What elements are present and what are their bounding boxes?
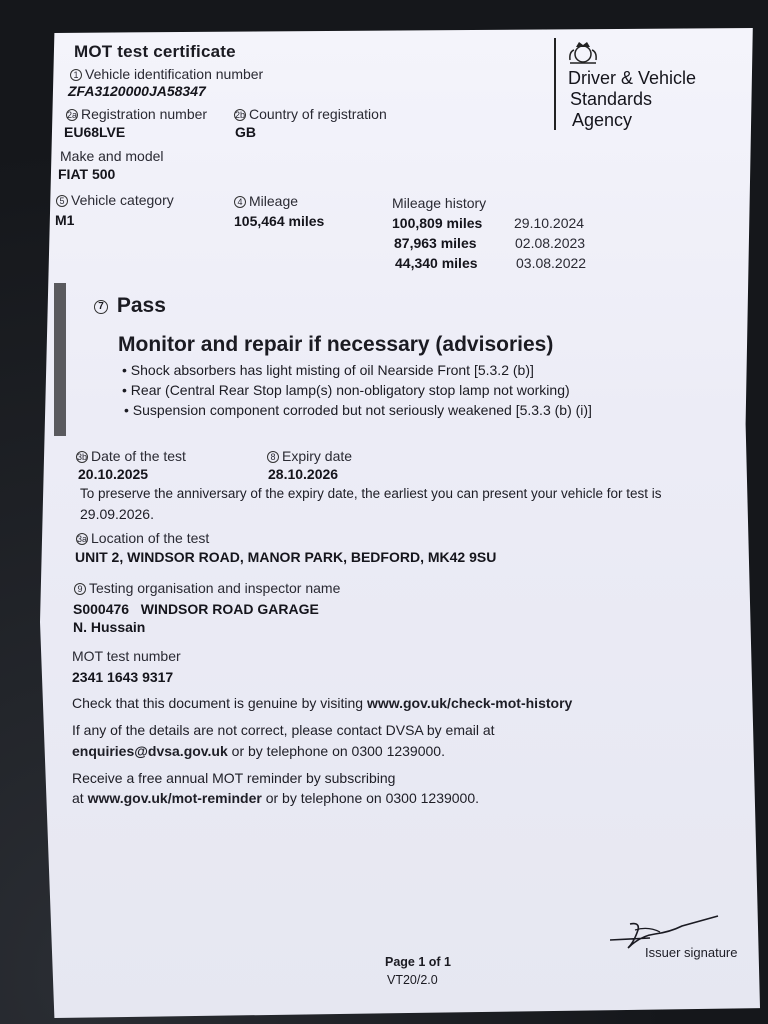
issuer-signature-label: Issuer signature — [645, 945, 738, 960]
field-number: 3a — [77, 534, 88, 544]
test-number-label: MOT test number — [72, 648, 181, 664]
dvsa-email-link[interactable]: enquiries@dvsa.gov.uk — [72, 743, 228, 759]
check-genuine-text: Check that this document is genuine by visiting www.gov.uk/check-mot-history — [72, 695, 573, 711]
field-number: 9 — [74, 583, 86, 595]
test-date-value: 20.10.2025 — [78, 466, 149, 482]
mileage-label: 4 Mileage — [234, 193, 298, 209]
reminder-text: Receive a free annual MOT reminder by subscribing — [72, 770, 396, 786]
test-date-label: 3b Date of the test — [77, 448, 186, 464]
preserve-date: 29.09.2026. — [80, 506, 154, 522]
organisation-value: S000476 WINDSOR ROAD GARAGE — [73, 601, 319, 617]
country-label: 2b Country of registration — [235, 106, 387, 122]
field-number: 5 — [56, 195, 68, 207]
history-date: 29.10.2024 — [514, 215, 585, 231]
category-label: 5 Vehicle category — [56, 192, 174, 208]
form-code: VT20/2.0 — [387, 973, 438, 987]
preserve-note: To preserve the anniversary of the expiry date, the earliest you can present your vehicle for test is — [80, 486, 662, 501]
organisation-label: 9 Testing organisation and inspector name — [74, 580, 340, 596]
make-value: FIAT 500 — [58, 166, 116, 182]
advisories-heading: Monitor and repair if necessary (advisories) — [118, 333, 554, 356]
vin-label: 1 Vehicle identification number — [70, 66, 263, 82]
reminder-text-2: at www.gov.uk/mot-reminder or by telephone on 0300 1239000. — [72, 790, 480, 806]
country-value: GB — [235, 124, 256, 140]
history-miles: 100,809 miles — [392, 215, 483, 231]
expiry-date-value: 28.10.2026 — [268, 466, 339, 482]
field-number: 8 — [267, 451, 279, 463]
certificate-title: MOT test certificate — [74, 42, 236, 61]
location-value: UNIT 2, WINDSOR ROAD, MANOR PARK, BEDFORD, MK42 9SU — [75, 549, 497, 565]
registration-value: EU68LVE — [64, 124, 126, 140]
field-number: 1 — [70, 69, 82, 81]
location-label: 3a Location of the test — [77, 530, 210, 546]
mileage-history-label: Mileage history — [392, 195, 487, 211]
field-number: 2b — [235, 110, 246, 120]
history-date: 02.08.2023 — [515, 235, 586, 251]
category-value: M1 — [55, 212, 75, 228]
mileage-value: 105,464 miles — [234, 213, 325, 229]
agency-line-3: Agency — [572, 110, 633, 130]
advisory-item: • Rear (Central Rear Stop lamp(s) non-obligatory stop lamp not working) — [122, 382, 570, 398]
history-date: 03.08.2022 — [516, 255, 587, 271]
history-miles: 44,340 miles — [395, 255, 478, 271]
result-status: 7 Pass — [94, 294, 166, 318]
check-mot-history-link[interactable]: www.gov.uk/check-mot-history — [366, 695, 573, 711]
agency-line-2: Standards — [570, 89, 653, 109]
certificate-paper — [40, 28, 760, 1018]
registration-label: 2a Registration number — [67, 106, 208, 122]
field-number: 4 — [234, 196, 246, 208]
royal-crest-icon — [566, 40, 600, 66]
advisory-item: • Suspension component corroded but not seriously weakened [5.3.3 (b) (i)] — [124, 402, 592, 418]
field-number: 2a — [67, 110, 78, 120]
field-number: 7 — [94, 300, 108, 314]
agency-divider — [554, 38, 556, 130]
expiry-date-label: 8 Expiry date — [267, 448, 352, 464]
contact-text-2: enquiries@dvsa.gov.uk or by telephone on 0300 1239000. — [72, 743, 445, 759]
field-number: 3b — [77, 452, 88, 462]
result-bar — [54, 283, 66, 436]
vin-value: ZFA3120000JA58347 — [68, 83, 206, 99]
test-number-value: 2341 1643 9317 — [72, 669, 174, 685]
page-number: Page 1 of 1 — [385, 955, 451, 969]
history-miles: 87,963 miles — [394, 235, 477, 251]
mot-reminder-link[interactable]: www.gov.uk/mot-reminder — [87, 790, 262, 806]
agency-line-1: Driver & Vehicle — [568, 68, 697, 88]
advisory-item: • Shock absorbers has light misting of oil Nearside Front [5.3.2 (b)] — [122, 362, 534, 378]
contact-text: If any of the details are not correct, please contact DVSA by email at — [72, 722, 495, 738]
inspector-name: N. Hussain — [73, 619, 146, 635]
make-label: Make and model — [60, 148, 164, 164]
